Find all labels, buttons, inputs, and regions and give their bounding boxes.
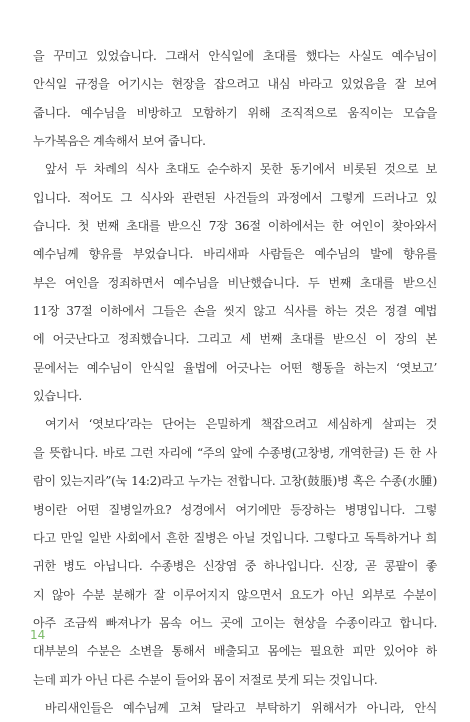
page-number: 14 (30, 628, 46, 642)
text-line: 을 뜻합니다. 바로 그런 자리에 “주의 앞에 수종병(고창병, 개역한글) 든 한 사 (33, 445, 437, 460)
text-line: 예수님께 향유를 부었습니다. 바리새파 사람들은 예수님의 발에 향유를 (33, 247, 437, 262)
text-line: 병이란 어떤 질병일까요? 성경에서 여기에만 등장하는 병명입니다. 그렇 (33, 502, 437, 517)
text-line: 누가복음은 계속해서 보여 줍니다. (33, 134, 206, 149)
text-line: 입니다. 적어도 그 식사와 관련된 사건들의 과정에서 그렇게 드러나고 있 (33, 190, 437, 205)
text-line: 문에서는 예수님이 안식일 율법에 어긋나는 어떤 행동을 하는지 ‘엿보고’ (33, 360, 437, 375)
text-line: 여기서 ‘엿보다’라는 단어는 은밀하게 책잡으려고 세심하게 살피는 것 (45, 417, 437, 432)
text-line: 에 어긋난다고 정죄했습니다. 그리고 세 번째 초대를 받으신 이 장의 본 (33, 332, 437, 347)
text-line: 을 꾸미고 있었습니다. 그래서 안식일에 초대를 했다는 사실도 예수님이 (33, 49, 437, 63)
text-line: 습니다. 첫 번째 초대를 받으신 7장 36절 이하에서는 한 여인이 찾아와서 (33, 219, 437, 234)
text-line: 다고 만일 일반 사회에서 흔한 질병은 아닐 것입니다. 그렇다고 독특하거나 희 (33, 530, 437, 545)
text-line: 람이 있는지라”(눅 14:2)라고 누가는 전합니다. 고창(鼓脹)병 혹은 수종(水腫) (33, 474, 437, 489)
text-line: 부은 여인을 정죄하면서 예수님을 비난했습니다. 두 번째 초대를 받으신 (33, 275, 437, 290)
text-line: 는데 피가 아닌 다른 수분이 들어와 몸이 저절로 붓게 되는 것입니다. (33, 672, 378, 687)
text-line: 지 않아 수분 분해가 잘 이루어지지 않으면서 요도가 아닌 외부로 수분이 (33, 587, 437, 602)
text-line: 줍니다. 예수님을 비방하고 모함하기 위해 조직적으로 움직이는 모습을 (33, 105, 437, 120)
text-line: 11장 37절 이하에서 그들은 손을 씻지 않고 식사를 하는 것은 정결 예법 (33, 304, 437, 319)
text-line: 아주 조금씩 빠져나가 몸속 어느 곳에 고이는 현상을 수종이라고 합니다. (33, 615, 437, 630)
text-line: 귀한 병도 아닙니다. 수종병은 신장염 중 하나입니다. 신장, 곧 콩팥이 좋 (33, 559, 437, 574)
text-line: 앞서 두 차례의 식사 초대도 순수하지 못한 동기에서 비롯된 것으로 보 (45, 162, 437, 177)
text-line: 바리새인들은 예수님께 고쳐 달라고 부탁하기 위해서가 아니라, 안식 (45, 700, 437, 715)
text-line: 대부분의 수분은 소변을 통해서 배출되고 몸에는 필요한 피만 있어야 하 (33, 644, 437, 659)
text-line: 안식일 규정을 어기시는 현장을 잡으려고 내심 바라고 있었음을 잘 보여 (33, 77, 437, 92)
text-line: 있습니다. (33, 389, 82, 404)
body-text (33, 42, 437, 722)
